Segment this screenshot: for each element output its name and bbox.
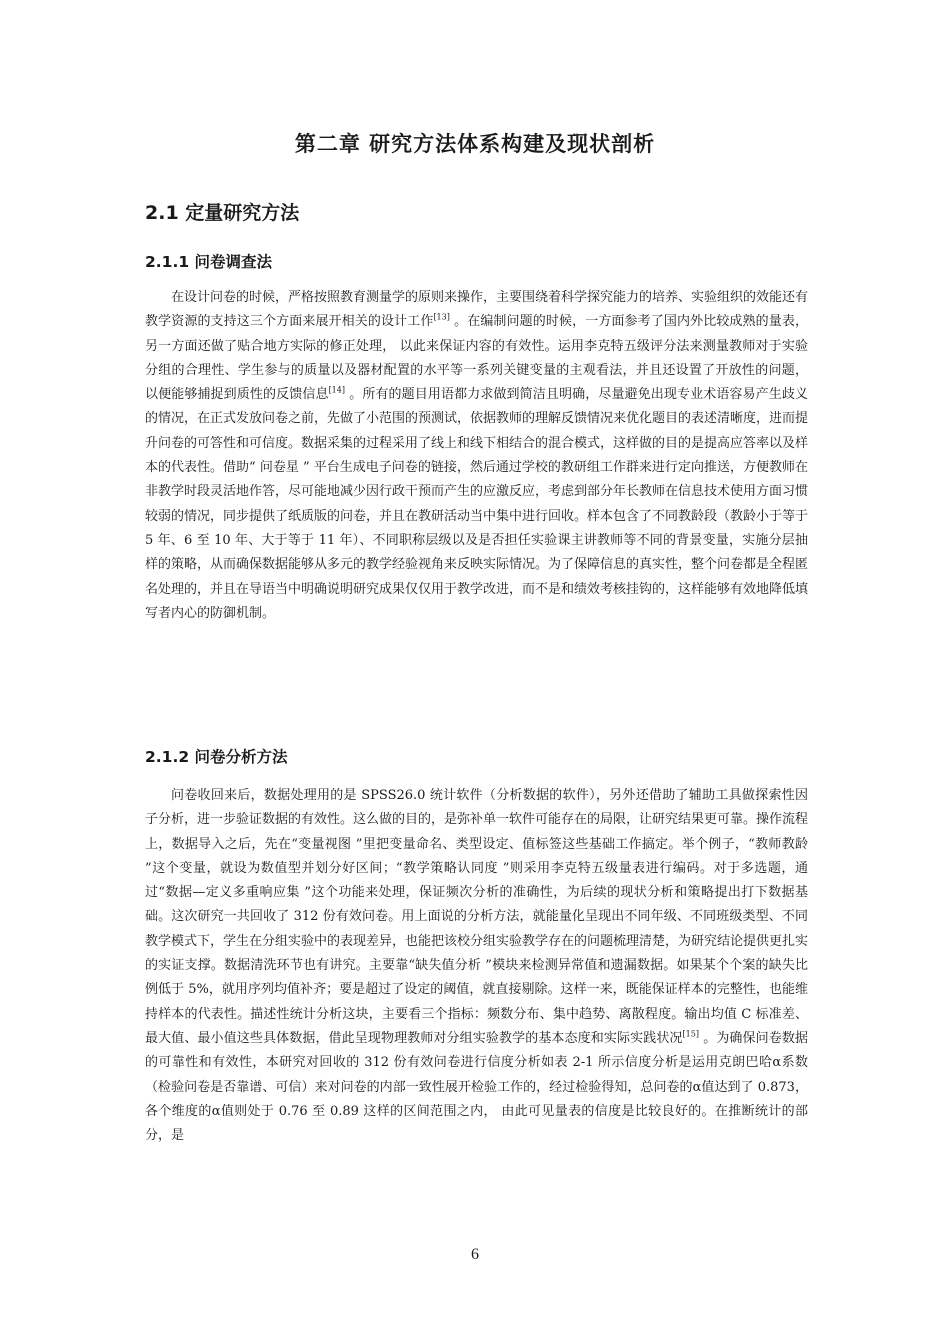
section-heading: 2.1 定量研究方法 [145,202,300,224]
subsection-heading-questionnaire-survey: 2.1.1 问卷调查法 [145,253,273,271]
paragraph-text: 。为确保问卷数据的可靠性和有效性，本研究对回收的 312 份有效问卷进行信度分析如表 2-1 所示信度分析是运用克朗巴哈α系数（检验问卷是否靠谱、可信）来对问卷的内部一致性展开检验工作的，经过检验得知，总问卷的α值达到了 0.873，各个维度的α值则处于 0.76 至 0.89 这样的区间范围之内， 由此可见量表的信度是比较良好的。在推断统计的部分，是 [145,1030,808,1144]
page-number: 6 [471,1246,479,1263]
chapter-title: 第二章 研究方法体系构建及现状剖析 [294,131,656,156]
paragraph-questionnaire-survey [145,286,808,626]
paragraph-analysis-method [145,784,808,1148]
citation-ref: [14] [328,385,345,395]
citation-ref: [15] [682,1029,699,1039]
paragraph-text: 。所有的题目用语都力求做到简洁且明确，尽量避免出现专业术语容易产生歧义的情况，在正式发放问卷之前，先做了小范围的预测试，依据教师的理解反馈情况来优化题目的表述清晰度，进而提升问卷的可答性和可信度。数据采集的过程采用了线上和线下相结合的混合模式，这样做的目的是提高应答率以及样本的代表性。借助“ 问卷星 ” 平台生成电子问卷的链接，然后通过学校的教研组工作群来进行定向推送，方便教师在非教学时段灵活地作答，尽可能地减少因行政干预而产生的应激反应，考虑到部分年长教师在信息技术使用方面习惯较弱的情况，同步提供了纸质版的问卷，并且在教研活动当中集中进行回收。样本包含了不同教龄段（教龄小于等于 5 年、6 至 10 年、大于等于 11 年）、不同职称层级以及是否担任实验课主讲教师等不同的背景变量，实施分层抽样的策略，从而确保数据能够从多元的教学经验视角来反映实际情况。为了保障信息的真实性，整个问卷都是全程匿名处理的，并且在导语当中明确说明研究成果仅仅用于教学改进，而不是和绩效考核挂钩的，这样能够有效地降低填写者内心的防御机制。 [145,387,809,621]
paragraph-text: 。在编制问题的时候，一方面参考了国内外比较成熟的量表，另一方面还做了贴合地方实际的修正处理， 以此来保证内容的有效性。运用李克特五级评分法来测量教师对于实验分组的合理性、学生参与的质量以及器材配置的水平等一系列关键变量的主观看法，并且还设置了开放性的问题， 以便能够捕捉到质性的反馈信息 [145,314,808,403]
paragraph-text: 问卷收回来后，数据处理用的是 SPSS26.0 统计软件（分析数据的软件），另外还借助了辅助工具做探索性因子分析，进一步验证数据的有效性。这么做的目的，是弥补单一软件可能存在的局限，让研究结果更可靠。操作流程上，数据导入之后，先在“变量视图 ”里把变量命名、类型设定、值标签这些基础工作搞定。举个例子，“教师教龄 ”这个变量，就设为数值型并划分好区间；“教学策略认同度 ”则采用李克特五级量表进行编码。对于多选题，通过“数据—定义多重响应集 ”这个功能来处理，保证频次分析的准确性，为后续的现状分析和策略提出打下数据基础。这次研究一共回收了 312 份有效问卷。用上面说的分析方法，就能量化呈现出不同年级、不同班级类型、不同教学模式下，学生在分组实验中的表现差异，也能把该校分组实验教学存在的问题梳理清楚，为研究结论提供更扎实的实证支撑。数据清洗环节也有讲究。主要靠“缺失值分析 ”模块来检测异常值和遗漏数据。如果某个个案的缺失比例低于 5%，就用序列均值补齐；要是超过了设定的阈值，就直接剔除。这样一来，既能保证样本的完整性，也能维持样本的代表性。描述性统计分析这块，主要看三个指标：频数分布、集中趋势、离散程度。输出均值 C 标准差、最大值、最小值这些具体数据，借此呈现物理教师对分组实验教学的基本态度和实际实践状况 [145,788,809,1046]
citation-ref: [13] [433,312,450,322]
subsection-heading-analysis-method: 2.1.2 问卷分析方法 [145,748,288,766]
paragraph-text: 在设计问卷的时候，严格按照教育测量学的原则来操作，主要围绕着科学探究能力的培养、实验组织的效能还有教学资源的支持这三个方面来展开相关的设计工作 [145,290,809,330]
